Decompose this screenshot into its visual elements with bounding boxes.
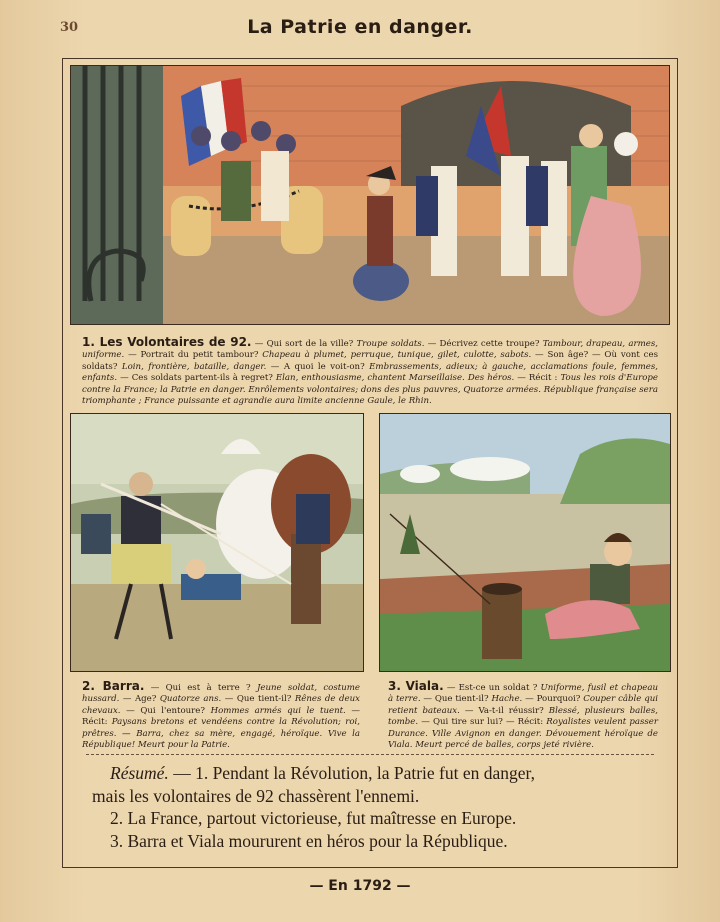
caption-title: 1. Les Volontaires de 92. [82,335,252,349]
resume-block [92,762,664,852]
caption-title: 2. Barra. [82,679,145,693]
resume-label: Résumé. [110,763,169,783]
illustration-barra [70,413,364,672]
page-number: 30 [60,20,79,35]
caption-viala: 3. Viala. — Est-ce un soldat ? Uniforme, fusil et chapeau à terre. — Que tient-il? Hache. — Pourquoi? Couper câble qui retient bateaux. — Va-t-il réussir? Blessé, plusieurs balles, tombe. — Qui tire sur lui? — Récit: Royalistes veulent passer Durance. Ville Avignon en danger. Dévouement héroïque de Viala. Meurt percé de balles, corps jeté rivière. [388,679,658,751]
resume-line-4: 3. Barra et Viala moururent en héros pour la République. [110,830,508,851]
illustration-volontaires [70,65,670,325]
resume-line-3: 2. La France, partout victorieuse, fut maîtresse en Europe. [110,808,517,828]
page-title: La Patrie en danger. [247,16,473,38]
resume-line-1: Résumé. — 1. Pendant la Révolution, la Patrie fut en danger, [110,763,536,783]
resume-line-2: mais les volontaires de 92 chassèrent l'ennemi. [92,785,420,806]
caption-title: 3. Viala. [388,679,444,693]
caption-barra: 2. Barra. — Qui est à terre ? Jeune soldat, costume hussard. — Age? Quatorze ans. — Que tient-il? Rênes de deux chevaux. — Qui l'entoure? Hommes armés qui le tuent. — Récit: Paysans bretons et vendéens contre la Révolution; roi, prêtres. — Barra, chez sa mère, engagé, héroïque. Vive la République! Meurt pour la Patrie. [82,679,361,751]
illustration-viala [379,413,671,672]
caption-volontaires: 1. Les Volontaires de 92. — Qui sort de la ville? Troupe soldats. — Décrivez cette troupe? Tambour, drapeau, armes, uniforme. — Portrait du petit tambour? Chapeau à plumet, perruque, tunique, gilet, culotte, sabots. — Son âge? — Où vont ces soldats? Loin, frontière, bataille, danger. — A quoi le voit-on? Embrassements, adieux; à gauche, acclamations foule, femmes, enfants. — Ces soldats partent-ils à regret? Elan, enthousiasme, chantent Marseillaise. Des héros. — Récit : Tous les rois d'Europe contre la France; la Patrie en danger. Enrôlements volontaires; dons des plus pauvres, Quatorze armées. République française sera triomphante ; France puissante et agrandie aura limite ancienne Gaule, le Rhin. [82,335,658,407]
section-divider [86,754,654,755]
page-footer: — En 1792 — [309,878,411,894]
